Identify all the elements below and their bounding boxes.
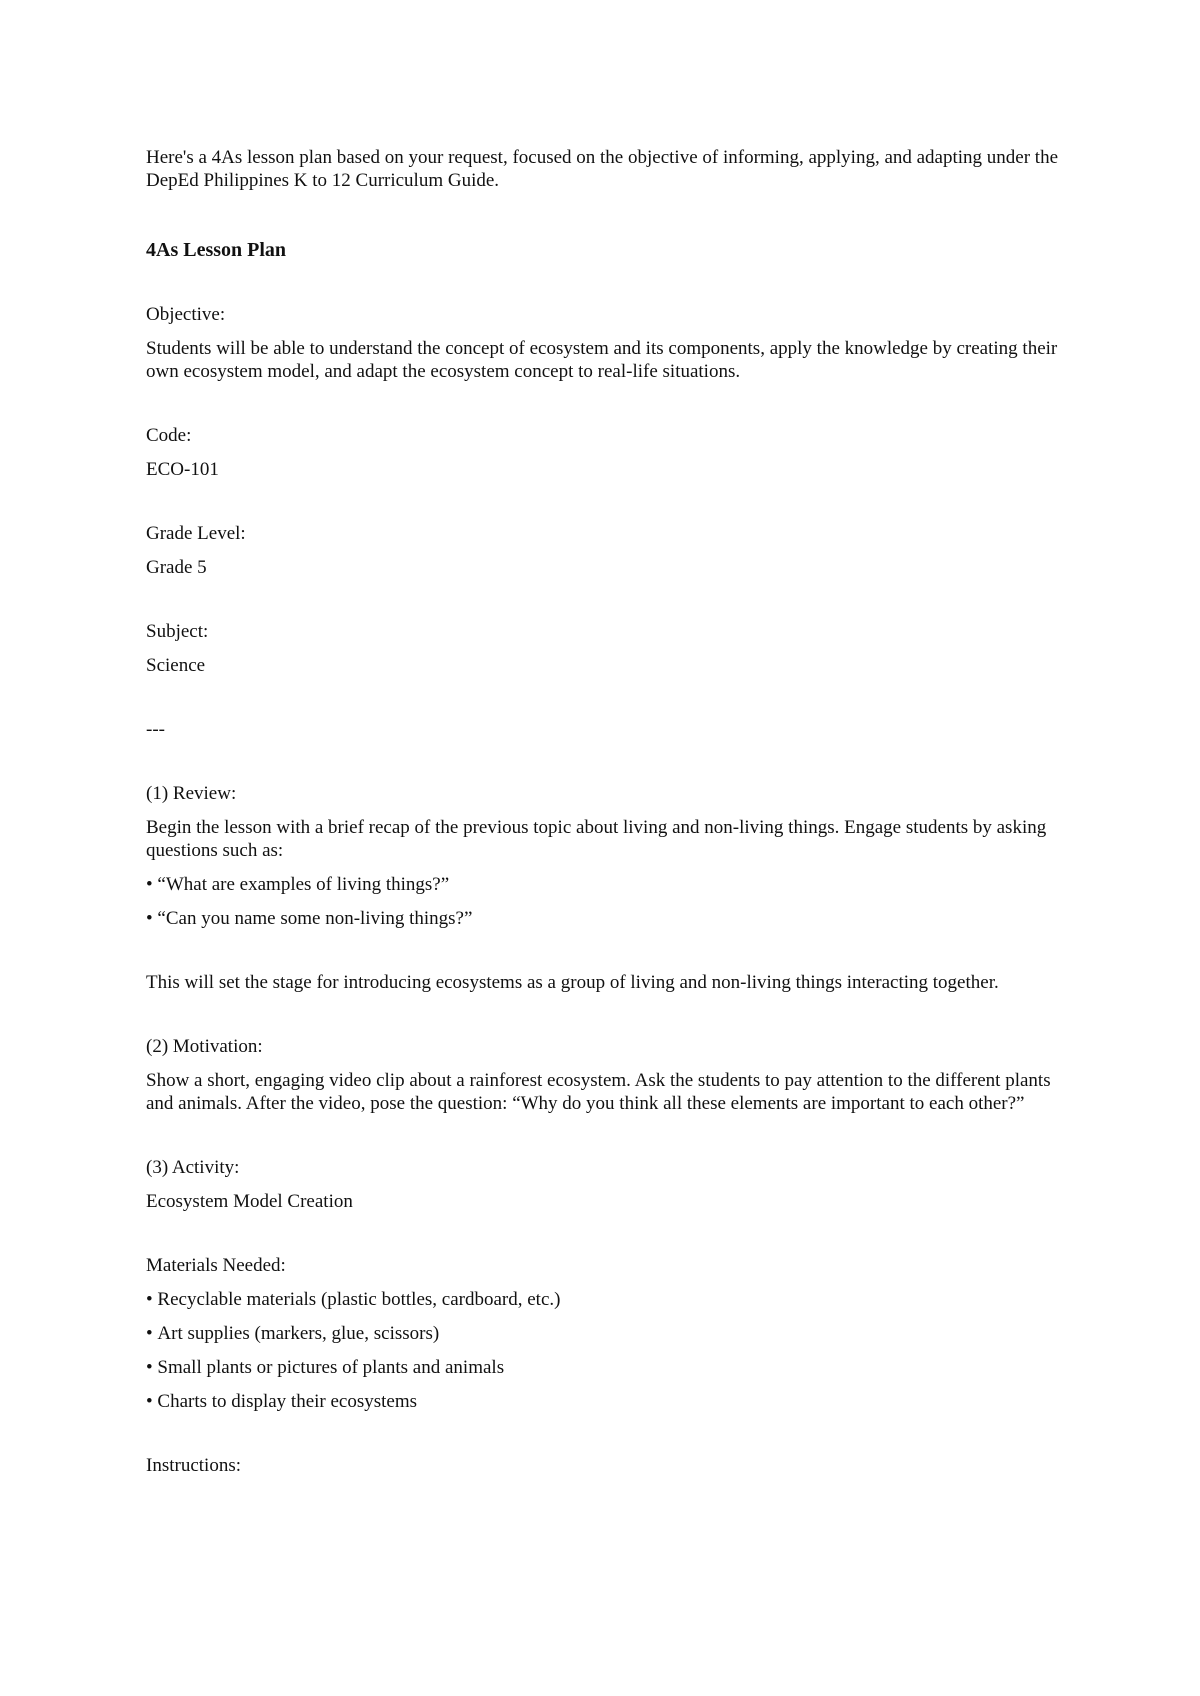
lesson-plan-heading: 4As Lesson Plan — [146, 239, 287, 261]
code-label: Code: — [146, 425, 192, 446]
objective-text: Students will be able to understand the concept of ecosystem and its components, apply the knowledge by creating their own ecosystem model, and adapt the ecosystem concept to real-life situations. — [146, 338, 1058, 382]
section-separator: --- — [146, 719, 165, 740]
motivation-text: Show a short, engaging video clip about a rainforest ecosystem. Ask the students to pay attention to the different plants and animals. After the video, pose the question: “Why do you think all these elements are important to each other?” — [146, 1070, 1051, 1114]
grade-level-label: Grade Level: — [146, 523, 246, 544]
subject-value: Science — [146, 655, 206, 676]
subject-label: Subject: — [146, 621, 209, 642]
intro-paragraph: Here's a 4As lesson plan based on your request, focused on the objective of informing, applying, and adapting under the DepEd Philippines K to 12 Curriculum Guide. — [146, 147, 1059, 191]
review-bullet: • “What are examples of living things?” — [146, 873, 1076, 896]
materials-item: • Charts to display their ecosystems — [146, 1390, 1076, 1413]
code-value: ECO-101 — [146, 459, 219, 480]
materials-item: • Art supplies (markers, glue, scissors) — [146, 1322, 1076, 1345]
materials-item: • Recyclable materials (plastic bottles, cardboard, etc.) — [146, 1288, 1076, 1311]
motivation-label: (2) Motivation: — [146, 1036, 263, 1057]
instructions-label: Instructions: — [146, 1455, 241, 1476]
materials-label: Materials Needed: — [146, 1255, 286, 1276]
review-label: (1) Review: — [146, 783, 237, 804]
materials-item: • Small plants or pictures of plants and animals — [146, 1356, 1076, 1379]
activity-value: Ecosystem Model Creation — [146, 1191, 353, 1212]
review-bullet: • “Can you name some non-living things?” — [146, 907, 1076, 930]
activity-label: (3) Activity: — [146, 1157, 240, 1178]
objective-label: Objective: — [146, 304, 226, 325]
document-page — [146, 146, 1076, 1477]
review-followup: This will set the stage for introducing ecosystems as a group of living and non-living things interacting together. — [146, 972, 999, 993]
review-text: Begin the lesson with a brief recap of the previous topic about living and non-living things. Engage students by asking questions such as: — [146, 817, 1047, 861]
grade-level-value: Grade 5 — [146, 557, 207, 578]
